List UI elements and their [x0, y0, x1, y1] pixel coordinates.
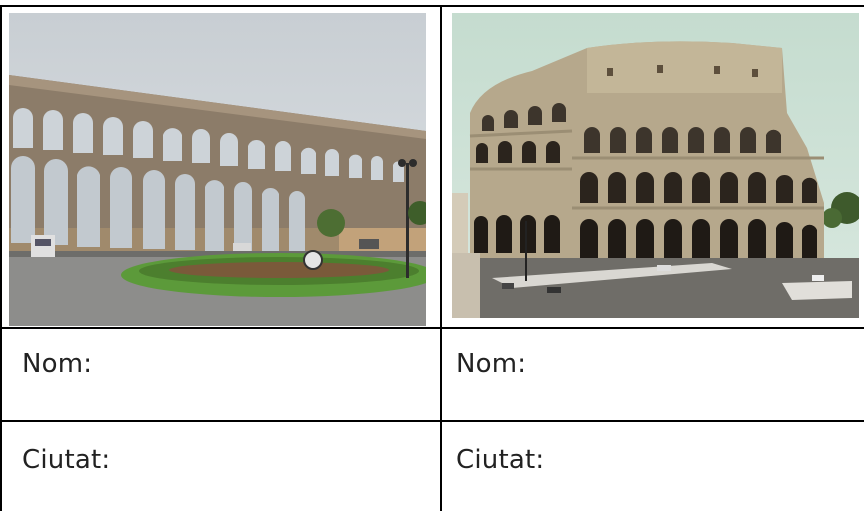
segovia-aqueduct-photo	[9, 13, 426, 326]
table-border-top	[0, 5, 864, 7]
table-border-left	[0, 5, 2, 511]
city-label-right: Ciutat:	[456, 445, 545, 475]
table-border-middle	[440, 5, 442, 511]
name-label-right: Nom:	[456, 349, 527, 379]
name-label-left: Nom:	[22, 349, 93, 379]
table-border-row1	[0, 327, 864, 329]
colosseum-photo	[452, 13, 859, 318]
table-border-row2	[0, 420, 864, 422]
city-label-left: Ciutat:	[22, 445, 111, 475]
